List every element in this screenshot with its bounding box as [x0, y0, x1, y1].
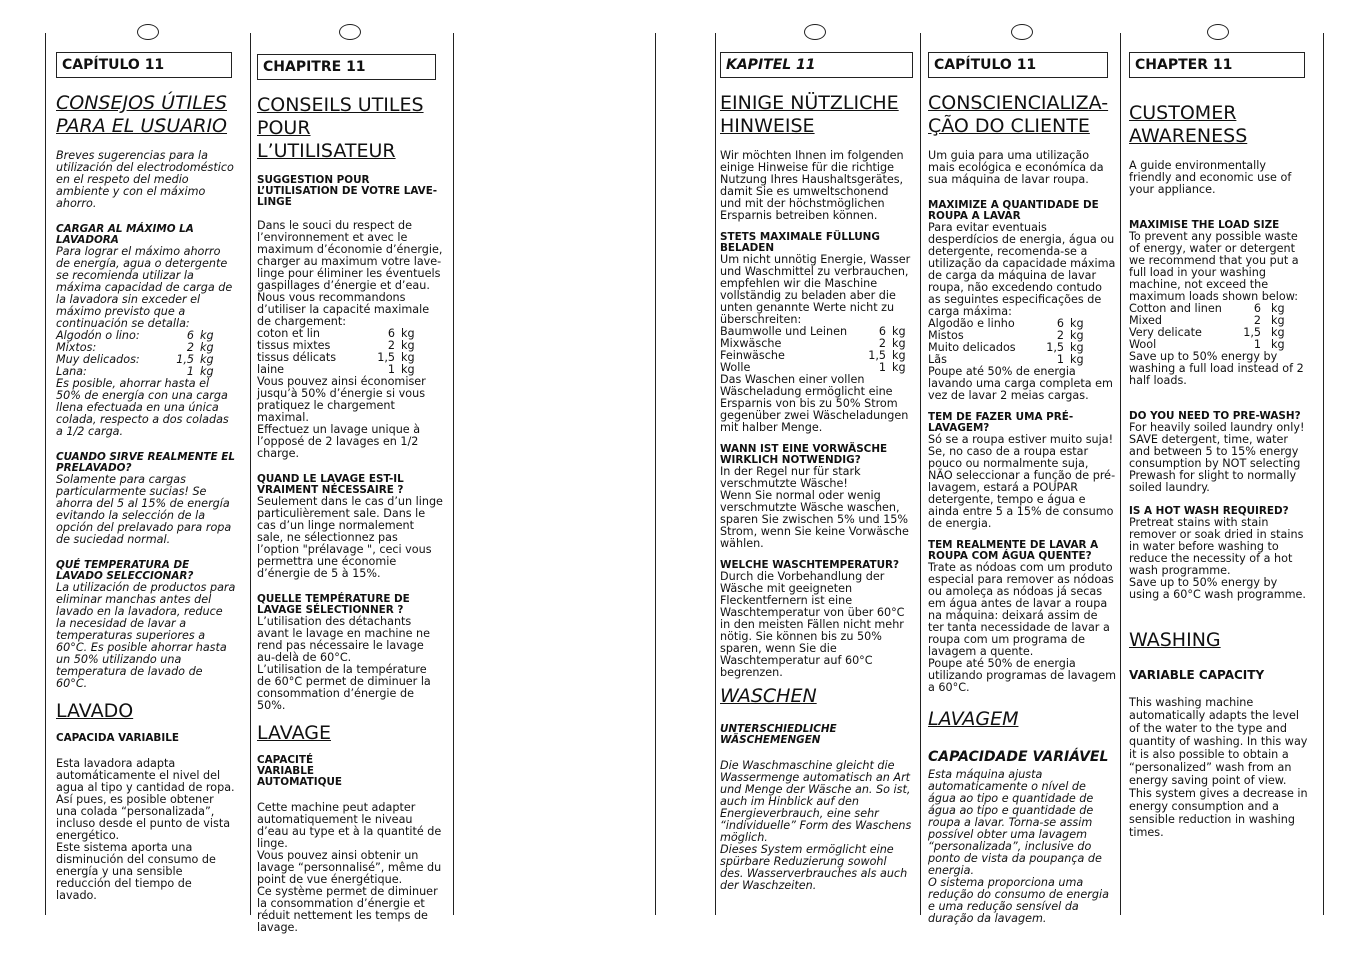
column-spanish	[56, 30, 236, 915]
wash-text: Esta lavadora adapta automáticamente el nivel del agua al tipo y cantidad de ropa. Así pues, es posible obtener una colada “personalizada”, incluso desde el punto de vista energético. Este sistema aporta una disminución del consumo de energía y una sensible reducción del tiempo de lavado.	[56, 757, 235, 902]
table-row: Mixed 2 kg	[1129, 314, 1285, 327]
column-divider	[920, 33, 921, 915]
section-heading: IS A HOT WASH REQUIRED?	[1129, 505, 1289, 517]
table-row: Feinwäsche 1,5 kg	[720, 349, 906, 362]
table-row: Baumwolle und Leinen 6 kg	[720, 325, 906, 338]
chapter-label: CAPÍTULO 11	[928, 52, 1108, 78]
table-row: Muy delicados: 1,5 kg	[56, 353, 214, 366]
section-load	[928, 200, 1116, 402]
column-divider	[655, 33, 656, 915]
wash-subheading: VARIABLE CAPACITY	[1129, 668, 1265, 682]
section-text: Para evitar eventuais desperdícios de energia, água ou detergente, recomenda-se a utilização da capacidade máxima de carga da máquina de lavar roupa, não excedendo contudo as seguintes especificações de carga máxima:	[928, 221, 1116, 318]
wash-subheading: CAPACITÉ VARIABLE AUTOMATIQUE	[257, 754, 342, 788]
section-text: To prevent any possible waste of energy, water or detergent we recommend that you put a full load in your washing machine, not exceed the maximum loads shown below:	[1129, 230, 1299, 303]
section-heading: CARGAR AL MÁXIMO LA LAVADORA	[56, 223, 194, 246]
page-title: CONSEILS UTILES POUR L’UTILISATEUR	[257, 94, 424, 162]
table-row: Very delicate 1,5 kg	[1129, 326, 1285, 339]
page-title: CONSCIENCIALIZA- ÇÃO DO CLIENTE	[928, 92, 1109, 137]
section-heading: QUAND LE LAVAGE EST-IL VRAIMENT NÉCESSAIRE ?	[257, 473, 404, 496]
section-temperature	[1129, 506, 1309, 601]
section-load	[1129, 220, 1309, 387]
wash-text: Cette machine peut adapter automatiquement le niveau d’eau au type et à la quantité de linge. Vous pouvez ainsi obtenir un lavage “personnalisé”, même du point de vue énergétique. Ce système permet de diminuer la consommation d’énergie et réduit nettement les temps de lavage.	[257, 801, 442, 934]
wash-title: WASHING	[1129, 629, 1221, 651]
load-table	[720, 326, 906, 374]
page-title: CUSTOMER AWARENESS	[1129, 102, 1248, 147]
column-divider	[1120, 33, 1121, 915]
wash-subheading: CAPACIDA VARIABILE	[56, 732, 179, 744]
section-heading: WELCHE WASCHTEMPERATUR?	[720, 559, 900, 571]
section-heading: MAXIMISE THE LOAD SIZE	[1129, 219, 1280, 231]
table-row: Algodão e linho 6 kg	[928, 317, 1084, 330]
table-row: Lana: 1 kg	[56, 365, 214, 378]
load-table	[1129, 303, 1285, 351]
wash-text: Die Waschmaschine gleicht die Wassermenge automatisch an Art und Menge der Wäsche an. So ist, auch im Hinblick auf den Energieverbrauch, eine sehr “individuelle” Form des Waschens möglich. Dieses System ermöglicht eine spürbare Reduzierung sowohl des. Wasserverbrauches als auch der Waschzeiten.	[720, 759, 912, 892]
intro-text: Um guia para uma utilização mais ecológica e económica da sua máquina de lavar roupa.	[928, 149, 1104, 186]
section-text: Um nicht unnötig Energie, Wasser und Waschmittel zu verbrauchen, empfehlen wir die Maschine vollständig zu beladen aber die unten genannte Werte nicht zu überschreiten:	[720, 253, 911, 326]
section-text: Durch die Vorbehandlung der Wäsche mit geeigneten Fleckentfernern ist eine Waschtemperatur von über 60°C in den meisten Fällen nicht mehr nötig. Sie können bis zu 50% sparen, wenn Sie die Waschtemperatur auf 60°C begrenzen.	[720, 570, 905, 679]
intro-text: Dans le souci du respect de l’environnement et avec le maximum d’économie d’énergie, charger au maximum votre lave-linge pour éliminer les éventuels gaspillages d’énergie et d’eau. Nous vous recommandons d’utiliser la capacité maximale de chargement:	[257, 219, 443, 328]
section-text: Poupe até 50% de energia lavando uma carga completa em vez de lavar 2 meias cargas.	[928, 365, 1113, 402]
load-table	[56, 330, 214, 378]
section-text: Trate as nódoas com um produto especial para remover as nódoas ou amoleça as nódoas já secas em água antes de lavar a roupa na máquina: deixará assim de ter tanta necessidade de lavar a roupa com um programa de lavagem a quente. Poupe até 50% de energia utilizando programas de lavagem a 60°C.	[928, 561, 1116, 694]
section-temperature	[257, 594, 443, 712]
section-prewash	[928, 412, 1116, 530]
chapter-label: KAPITEL 11	[720, 52, 913, 78]
section-heading: WANN IST EINE VORWÄSCHE WIRKLICH NOTWENDIG?	[720, 443, 888, 466]
table-row: Wool 1 kg	[1129, 338, 1285, 351]
chapter-label: CHAPTER 11	[1129, 52, 1305, 78]
section-heading: TEM REALMENTE DE LAVAR A ROUPA COM ÁGUA QUENTE?	[928, 539, 1099, 562]
table-row: tissus délicats 1,5 kg	[257, 351, 415, 364]
table-row: Mixwäsche 2 kg	[720, 337, 906, 350]
column-divider	[453, 33, 454, 915]
section-temperature	[720, 560, 912, 679]
section-text: Vous pouvez ainsi économiser jusqu’à 50% d’énergie si vous pratiquez le chargement maximal. Effectuez un lavage unique à l’opposé de 2 lavages en 1/2 charge.	[257, 375, 426, 460]
section-text: L’utilisation des détachants avant le lavage en machine ne rend pas nécessaire le lavage au-delà de 60°C. L’utilisation de la température de 60°C permet de diminuer la consommation d’énergie de 50%.	[257, 615, 431, 712]
section-temperature	[928, 540, 1116, 694]
wash-subheading: CAPACIDADE VARIÁVEL	[928, 749, 1109, 765]
section-load	[720, 232, 912, 434]
section-heading: MAXIMIZE A QUANTIDADE DE ROUPA A LAVAR	[928, 199, 1099, 222]
column-divider	[250, 33, 251, 915]
section-prewash	[56, 452, 236, 546]
table-row: Cotton and linen 6 kg	[1129, 302, 1285, 315]
table-row: tissus mixtes 2 kg	[257, 339, 415, 352]
section-text: La utilización de productos para eliminar manchas antes del lavado en la lavadora, reduce la necesidad de lavar a temperaturas superiores a 60°C. Es posible ahorrar hasta un 50% utilizando una temperatura de lavado de 60°C.	[56, 581, 236, 690]
table-row: Mistos 2 kg	[928, 329, 1084, 342]
page-title: CONSEJOS ÚTILES PARA EL USUARIO	[56, 92, 228, 137]
wash-title: LAVAGEM	[928, 708, 1019, 730]
intro-text: Breves sugerencias para la utilización del electrodoméstico en el respeto del medio ambiente y con el máximo ahorro.	[56, 149, 234, 210]
table-row: Algodón o lino: 6 kg	[56, 329, 214, 342]
chapter-label: CAPÍTULO 11	[56, 52, 232, 78]
wash-text: This washing machine automatically adapts the level of the water to the type and quantity of washing. In this way it is also possible to obtain a “personalized” wash from an energy saving point of view. This system gives a decrease in energy consumption and a sensible reduction in washing times.	[1129, 696, 1308, 839]
section-text: Das Waschen einer vollen Wäscheladung ermöglicht eine Ersparnis von bis zu 50% Strom gegenüber zwei Wäscheladungen mit halber Menge.	[720, 373, 909, 434]
column-german	[720, 30, 912, 915]
chapter-label: CHAPITRE 11	[257, 54, 436, 80]
intro-text: Wir möchten Ihnen im folgenden einige Hinweise für die richtige Nutzung Ihres Haushaltsgerätes, damit Sie es umweltschonend und mit der höchstmöglichen Ersparnis betreiben können.	[720, 149, 904, 222]
wash-text: Esta máquina ajusta automaticamente o nível de água ao tipo e quantidade de água ao tipo e quantidade de roupa a lavar. Torna-se assim possível obter uma lavagem “personalizada”, inclusive do ponto de vista da poupança de energia. O sistema proporciona uma redução do consumo de energia e uma redução sensível da duração da lavagem.	[928, 768, 1109, 925]
wash-title: LAVADO	[56, 700, 134, 722]
section-heading: STETS MAXIMALE FÜLLUNG BELADEN	[720, 231, 880, 254]
section-temperature	[56, 560, 236, 690]
section-heading: SUGGESTION POUR L’UTILISATION DE VOTRE LAVE-LINGE	[257, 174, 438, 208]
section-heading: QUELLE TEMPÉRATURE DE LAVAGE SÉLECTIONNER ?	[257, 593, 410, 616]
section-heading: TEM DE FAZER UMA PRÉ-LAVAGEM?	[928, 411, 1074, 434]
section-heading: QUÉ TEMPERATURA DE LAVADO SELECCIONAR?	[56, 559, 194, 582]
wash-title: WASCHEN	[720, 685, 817, 707]
table-row: laine 1 kg	[257, 363, 415, 376]
column-english	[1129, 30, 1309, 915]
section-prewash	[1129, 411, 1309, 494]
section-prewash	[257, 474, 443, 580]
table-row: Mixtos: 2 kg	[56, 341, 214, 354]
intro-text: A guide environmentally friendly and economic use of your appliance.	[1129, 159, 1292, 196]
section-heading: DO YOU NEED TO PRE-WASH?	[1129, 410, 1301, 422]
section-text: Só se a roupa estiver muito suja! Se, no caso de a roupa estar pouco ou normalmente suja, NÃO seleccionar a função de pré-lavagem, estará a POUPAR detergente, tempo e água e ainda entre 5 a 15% de consumo de energia.	[928, 433, 1116, 530]
wash-title: LAVAGE	[257, 722, 331, 744]
column-divider	[1323, 33, 1324, 915]
section-text: For heavily soiled laundry only! SAVE detergent, time, water and between 5 to 15% energy consumption by NOT selecting Prewash for slight to normally soiled laundry.	[1129, 421, 1305, 494]
load-table	[257, 328, 415, 376]
column-french	[257, 30, 443, 934]
section-text: Para lograr el máximo ahorro de energía, agua o detergente se recomienda utilizar la máxima capacidad de carga de la lavadora sin exceder el máximo previsto que a continuación se detalla:	[56, 245, 233, 330]
section-prewash	[720, 444, 912, 550]
section-load	[56, 224, 236, 438]
section-text: Save up to 50% energy by washing a full load instead of 2 half loads.	[1129, 350, 1304, 387]
column-divider	[715, 33, 716, 915]
table-row: Muito delicados 1,5 kg	[928, 341, 1084, 354]
section-text: Seulement dans le cas d’un linge particulièrement sale. Dans le cas d’un linge normalement sale, ne sélectionnez pas l’option "prélavage ", ceci vous permettra une économie d’énergie de 5 à 15%.	[257, 495, 443, 580]
section-heading: CUANDO SIRVE REALMENTE EL PRELAVADO?	[56, 451, 235, 474]
table-row: Lãs 1 kg	[928, 353, 1084, 366]
page-title: EINIGE NÜTZLICHE HINWEISE	[720, 92, 899, 137]
column-portuguese	[928, 30, 1116, 925]
wash-subheading: UNTERSCHIEDLICHE WÄSCHEMENGEN	[720, 723, 837, 746]
section-text: Solamente para cargas particularmente sucias! Se ahorra del 5 al 15% de energía evitando la selección de la opción del prelavado para ropa de suciedad normal.	[56, 473, 232, 546]
table-row: Wolle 1 kg	[720, 361, 906, 374]
section-text: Pretreat stains with stain remover or soak dried in stains in water before washing to reduce the necessity of a hot wash programme. Save up to 50% energy by using a 60°C wash programme.	[1129, 516, 1306, 601]
section-text: Es posible, ahorrar hasta el 50% de energía con una carga llena efectuada en una única colada, respecto a dos coladas a 1/2 carga.	[56, 377, 229, 438]
table-row: coton et lin 6 kg	[257, 327, 415, 340]
section-text: In der Regel nur für stark verschmutzte Wäsche! Wenn Sie normal oder wenig verschmutzte Wäsche waschen, sparen Sie zwischen 5% und 15% Strom, wenn Sie keine Vorwäsche wählen.	[720, 465, 909, 550]
column-divider	[45, 33, 46, 915]
load-table	[928, 318, 1084, 366]
